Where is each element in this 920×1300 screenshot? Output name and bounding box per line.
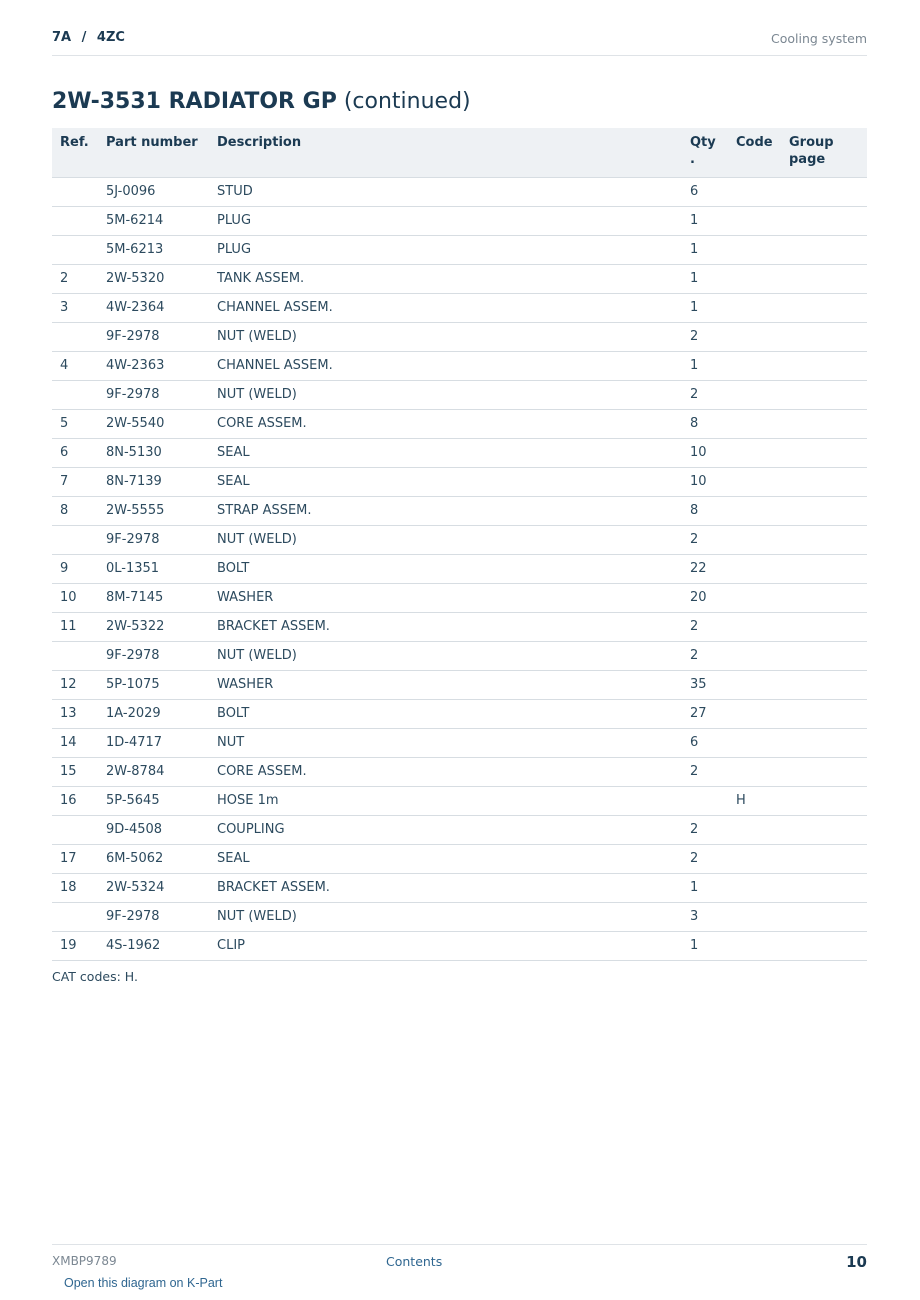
column-header-part-number: Part number — [98, 128, 209, 177]
ref-cell — [52, 815, 98, 844]
code-cell — [728, 699, 781, 728]
ref-cell — [52, 525, 98, 554]
group-page-cell — [781, 554, 867, 583]
ref-cell — [52, 380, 98, 409]
qty-cell: 2 — [682, 757, 728, 786]
group-page-cell — [781, 931, 867, 960]
code-cell — [728, 931, 781, 960]
part-number-cell: 4S-1962 — [98, 931, 209, 960]
part-number-cell: 5P-1075 — [98, 670, 209, 699]
group-page-cell — [781, 844, 867, 873]
code-cell — [728, 235, 781, 264]
table-row — [52, 902, 867, 931]
code-cell — [728, 902, 781, 931]
description-cell: BRACKET ASSEM. — [209, 873, 682, 902]
qty-cell: 2 — [682, 641, 728, 670]
code-cell — [728, 641, 781, 670]
part-number-cell: 9F-2978 — [98, 641, 209, 670]
table-row — [52, 293, 867, 322]
description-cell: BOLT — [209, 699, 682, 728]
description-cell: NUT (WELD) — [209, 525, 682, 554]
ref-cell: 3 — [52, 293, 98, 322]
description-cell: STRAP ASSEM. — [209, 496, 682, 525]
part-number-cell: 8N-7139 — [98, 467, 209, 496]
code-cell — [728, 206, 781, 235]
column-header-code: Code — [728, 128, 781, 177]
table-row — [52, 438, 867, 467]
ref-cell: 13 — [52, 699, 98, 728]
qty-cell: 10 — [682, 467, 728, 496]
breadcrumb-separator: / — [81, 30, 87, 45]
group-page-cell — [781, 757, 867, 786]
part-number-cell: 1A-2029 — [98, 699, 209, 728]
part-number-cell: 9F-2978 — [98, 902, 209, 931]
table-row — [52, 815, 867, 844]
table-row — [52, 699, 867, 728]
ref-cell: 7 — [52, 467, 98, 496]
code-cell — [728, 525, 781, 554]
page-footer — [52, 1244, 867, 1275]
ref-cell — [52, 902, 98, 931]
qty-cell: 2 — [682, 525, 728, 554]
code-cell — [728, 873, 781, 902]
contents-link[interactable]: Contents — [386, 1254, 443, 1269]
description-cell: HOSE 1m — [209, 786, 682, 815]
ref-cell — [52, 235, 98, 264]
part-number-cell: 2W-5324 — [98, 873, 209, 902]
qty-cell: 2 — [682, 322, 728, 351]
description-cell: CHANNEL ASSEM. — [209, 293, 682, 322]
group-page-cell — [781, 728, 867, 757]
description-cell: SEAL — [209, 844, 682, 873]
code-cell — [728, 438, 781, 467]
code-cell — [728, 409, 781, 438]
description-cell: WASHER — [209, 583, 682, 612]
table-row — [52, 844, 867, 873]
group-page-cell — [781, 525, 867, 554]
ref-cell — [52, 206, 98, 235]
table-row — [52, 670, 867, 699]
part-number-cell: 9F-2978 — [98, 322, 209, 351]
table-row — [52, 235, 867, 264]
code-cell — [728, 467, 781, 496]
table-row — [52, 264, 867, 293]
code-cell — [728, 293, 781, 322]
description-cell: PLUG — [209, 235, 682, 264]
table-row — [52, 351, 867, 380]
code-cell — [728, 815, 781, 844]
table-row — [52, 728, 867, 757]
code-cell — [728, 322, 781, 351]
description-cell: TANK ASSEM. — [209, 264, 682, 293]
ref-cell: 17 — [52, 844, 98, 873]
code-cell — [728, 177, 781, 206]
column-header-qty: Qty . — [682, 128, 728, 177]
description-cell: BOLT — [209, 554, 682, 583]
code-cell — [728, 612, 781, 641]
description-cell: CORE ASSEM. — [209, 409, 682, 438]
qty-cell: 2 — [682, 844, 728, 873]
section-name: Cooling system — [771, 31, 867, 46]
table-row — [52, 496, 867, 525]
table-header-row — [52, 128, 867, 177]
qty-cell: 3 — [682, 902, 728, 931]
part-number-cell: 4W-2363 — [98, 351, 209, 380]
group-page-cell — [781, 438, 867, 467]
description-cell: CLIP — [209, 931, 682, 960]
table-row — [52, 206, 867, 235]
qty-cell: 1 — [682, 235, 728, 264]
qty-cell: 27 — [682, 699, 728, 728]
group-page-cell — [781, 409, 867, 438]
ref-cell: 5 — [52, 409, 98, 438]
description-cell: SEAL — [209, 438, 682, 467]
qty-cell: 8 — [682, 496, 728, 525]
part-number-cell: 8M-7145 — [98, 583, 209, 612]
code-cell — [728, 728, 781, 757]
table-row — [52, 641, 867, 670]
qty-cell — [682, 786, 728, 815]
part-number-cell: 5P-5645 — [98, 786, 209, 815]
group-page-cell — [781, 902, 867, 931]
page-title — [52, 89, 471, 114]
group-page-cell — [781, 583, 867, 612]
qty-cell: 1 — [682, 293, 728, 322]
group-page-cell — [781, 786, 867, 815]
column-header-group-page: Group page — [781, 128, 867, 177]
code-cell — [728, 496, 781, 525]
table-row — [52, 612, 867, 641]
part-number-cell: 5M-6213 — [98, 235, 209, 264]
group-page-cell — [781, 641, 867, 670]
ref-cell: 4 — [52, 351, 98, 380]
table-row — [52, 525, 867, 554]
description-cell: PLUG — [209, 206, 682, 235]
assembly-title: 2W-3531 RADIATOR GP — [52, 89, 337, 114]
description-cell: NUT (WELD) — [209, 641, 682, 670]
part-number-cell: 9F-2978 — [98, 380, 209, 409]
cat-codes-note: CAT codes: H. — [52, 969, 138, 984]
code-cell — [728, 670, 781, 699]
part-number-cell: 8N-5130 — [98, 438, 209, 467]
table-row — [52, 554, 867, 583]
table-row — [52, 583, 867, 612]
part-number-cell: 5M-6214 — [98, 206, 209, 235]
qty-cell: 6 — [682, 728, 728, 757]
description-cell: SEAL — [209, 467, 682, 496]
group-page-cell — [781, 293, 867, 322]
description-cell: CORE ASSEM. — [209, 757, 682, 786]
table-row — [52, 322, 867, 351]
code-cell — [728, 757, 781, 786]
part-number-cell: 2W-5320 — [98, 264, 209, 293]
ref-cell: 10 — [52, 583, 98, 612]
part-number-cell: 0L-1351 — [98, 554, 209, 583]
group-page-cell — [781, 670, 867, 699]
ref-cell: 6 — [52, 438, 98, 467]
page-number: 10 — [846, 1253, 867, 1271]
ref-cell: 8 — [52, 496, 98, 525]
code-cell: H — [728, 786, 781, 815]
description-cell: STUD — [209, 177, 682, 206]
parts-table — [52, 128, 867, 961]
group-page-cell — [781, 496, 867, 525]
parts-table-body — [52, 177, 867, 960]
ref-cell — [52, 177, 98, 206]
serial-prefix: 4ZC — [96, 30, 125, 45]
description-cell: NUT — [209, 728, 682, 757]
ref-cell: 15 — [52, 757, 98, 786]
qty-cell: 1 — [682, 873, 728, 902]
code-cell — [728, 554, 781, 583]
ref-cell: 11 — [52, 612, 98, 641]
group-page-cell — [781, 264, 867, 293]
part-number-cell: 6M-5062 — [98, 844, 209, 873]
part-number-cell: 2W-5540 — [98, 409, 209, 438]
ref-cell: 2 — [52, 264, 98, 293]
qty-cell: 1 — [682, 351, 728, 380]
group-page-cell — [781, 322, 867, 351]
part-number-cell: 2W-5555 — [98, 496, 209, 525]
document-id: XMBP9789 — [52, 1254, 117, 1268]
qty-cell: 22 — [682, 554, 728, 583]
part-number-cell: 1D-4717 — [98, 728, 209, 757]
ref-cell: 19 — [52, 931, 98, 960]
qty-cell: 1 — [682, 206, 728, 235]
table-row — [52, 380, 867, 409]
page-header — [52, 28, 867, 56]
group-page-cell — [781, 351, 867, 380]
qty-cell: 35 — [682, 670, 728, 699]
ref-cell: 12 — [52, 670, 98, 699]
ref-cell: 9 — [52, 554, 98, 583]
group-page-cell — [781, 177, 867, 206]
description-cell: CHANNEL ASSEM. — [209, 351, 682, 380]
ref-cell: 18 — [52, 873, 98, 902]
breadcrumb — [52, 30, 125, 45]
group-page-cell — [781, 873, 867, 902]
qty-cell: 1 — [682, 264, 728, 293]
group-page-cell — [781, 815, 867, 844]
code-cell — [728, 351, 781, 380]
part-number-cell: 5J-0096 — [98, 177, 209, 206]
qty-cell: 1 — [682, 931, 728, 960]
group-page-cell — [781, 206, 867, 235]
ref-cell — [52, 641, 98, 670]
table-row — [52, 757, 867, 786]
qty-cell: 20 — [682, 583, 728, 612]
title-suffix: (continued) — [343, 89, 471, 114]
qty-cell: 10 — [682, 438, 728, 467]
column-header-ref: Ref. — [52, 128, 98, 177]
qty-cell: 6 — [682, 177, 728, 206]
table-row — [52, 409, 867, 438]
code-cell — [728, 583, 781, 612]
qty-cell: 2 — [682, 815, 728, 844]
part-number-cell: 2W-8784 — [98, 757, 209, 786]
table-row — [52, 873, 867, 902]
ref-cell — [52, 322, 98, 351]
group-page-cell — [781, 612, 867, 641]
table-row — [52, 467, 867, 496]
table-row — [52, 177, 867, 206]
table-row — [52, 931, 867, 960]
description-cell: NUT (WELD) — [209, 380, 682, 409]
group-page-cell — [781, 467, 867, 496]
table-row — [52, 786, 867, 815]
part-number-cell: 9F-2978 — [98, 525, 209, 554]
group-page-cell — [781, 380, 867, 409]
code-cell — [728, 380, 781, 409]
model-code: 7A — [52, 30, 72, 45]
qty-cell: 8 — [682, 409, 728, 438]
qty-cell: 2 — [682, 380, 728, 409]
description-cell: COUPLING — [209, 815, 682, 844]
description-cell: NUT (WELD) — [209, 902, 682, 931]
group-page-cell — [781, 235, 867, 264]
description-cell: NUT (WELD) — [209, 322, 682, 351]
ref-cell: 16 — [52, 786, 98, 815]
part-number-cell: 4W-2364 — [98, 293, 209, 322]
code-cell — [728, 844, 781, 873]
description-cell: WASHER — [209, 670, 682, 699]
code-cell — [728, 264, 781, 293]
ref-cell: 14 — [52, 728, 98, 757]
qty-cell: 2 — [682, 612, 728, 641]
part-number-cell: 2W-5322 — [98, 612, 209, 641]
open-diagram-kpart-link[interactable]: Open this diagram on K-Part — [64, 1276, 223, 1290]
description-cell: BRACKET ASSEM. — [209, 612, 682, 641]
group-page-cell — [781, 699, 867, 728]
column-header-description: Description — [209, 128, 682, 177]
part-number-cell: 9D-4508 — [98, 815, 209, 844]
